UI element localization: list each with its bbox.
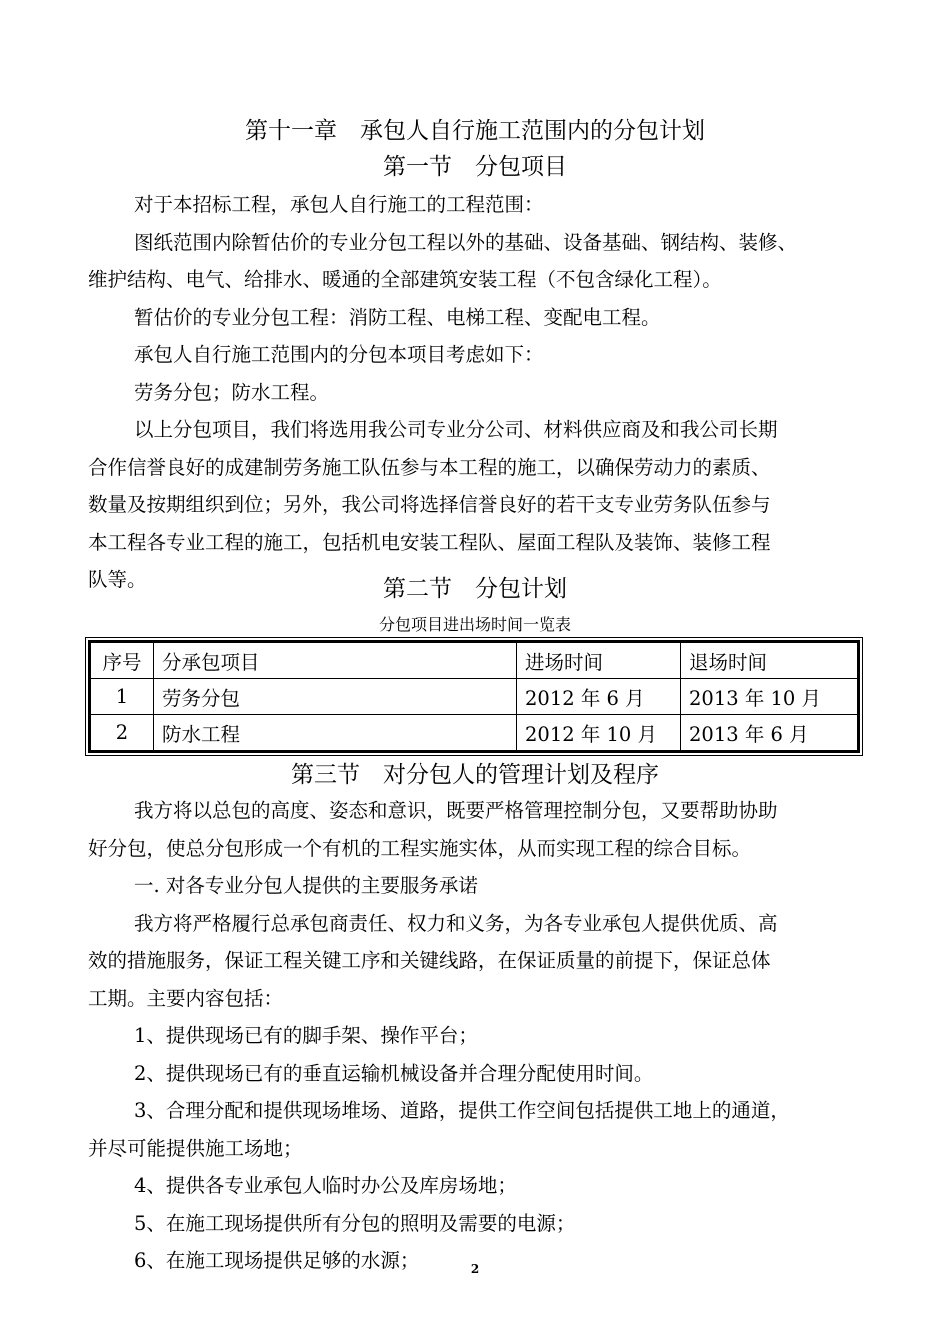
paragraph-line: 1、提供现场已有的脚手架、操作平台； xyxy=(134,1024,478,1047)
table-cell: 劳务分包 xyxy=(154,679,517,715)
header-cell: 进场时间 xyxy=(517,642,681,679)
table-cell: 防水工程 xyxy=(154,715,517,752)
paragraph-line: 暂估价的专业分包工程：消防工程、电梯工程、变配电工程。 xyxy=(134,305,661,329)
paragraph-line: 好分包，使总分包形成一个有机的工程实施实体，从而实现工程的综合目标。 xyxy=(88,836,752,860)
paragraph-line: 一. 对各专业分包人提供的主要服务承诺 xyxy=(134,874,478,897)
paragraph-line: 2、提供现场已有的垂直运输机械设备并合理分配使用时间。 xyxy=(134,1061,654,1085)
paragraph-line: 维护结构、电气、给排水、暖通的全部建筑安装工程（不包含绿化工程）。 xyxy=(88,268,722,291)
section-3-title: 第三节 对分包人的管理计划及程序 xyxy=(291,762,659,788)
table-cell: 1 xyxy=(90,679,154,715)
table-header-row xyxy=(90,642,859,679)
paragraph-line: 工期。主要内容包括： xyxy=(88,986,284,1010)
section-1-body xyxy=(88,186,868,599)
section-3-body xyxy=(88,792,868,1280)
paragraph-line: 图纸范围内除暂估价的专业分包工程以外的基础、设备基础、钢结构、装修、 xyxy=(134,230,798,254)
chapter-title: 第十一章 承包人自行施工范围内的分包计划 xyxy=(245,118,705,144)
table-cell: 2012 年 6 月 xyxy=(517,679,681,715)
table-row xyxy=(90,679,859,715)
paragraph-line: 本工程各专业工程的施工，包括机电安装工程队、屋面工程队及装饰、装修工程 xyxy=(88,530,771,554)
subcontract-schedule-table xyxy=(88,640,860,753)
paragraph-line: 5、在施工现场提供所有分包的照明及需要的电源； xyxy=(134,1211,576,1235)
header-cell: 序号 xyxy=(90,642,154,679)
paragraph-line: 以上分包项目，我们将选用我公司专业分公司、材料供应商及和我公司长期 xyxy=(134,418,778,441)
paragraph-line: 4、提供各专业承包人临时办公及库房场地； xyxy=(134,1174,517,1197)
page-number: 2 xyxy=(470,1262,480,1276)
paragraph-line: 数量及按期组织到位；另外，我公司将选择信誉良好的若干支专业劳务队伍参与 xyxy=(88,493,771,516)
table-cell: 2012 年 10 月 xyxy=(517,715,681,752)
section-2-title: 第二节 分包计划 xyxy=(383,576,567,602)
header-cell: 退场时间 xyxy=(681,642,859,679)
paragraph-line: 劳务分包；防水工程。 xyxy=(134,380,330,404)
paragraph-line: 我方将严格履行总承包商责任、权力和义务，为各专业承包人提供优质、高 xyxy=(134,911,778,935)
paragraph-line: 6、在施工现场提供足够的水源； xyxy=(134,1249,420,1272)
table-caption: 分包项目进出场时间一览表 xyxy=(378,615,571,634)
paragraph-line: 我方将以总包的高度、姿态和意识，既要严格管理控制分包，又要帮助协助 xyxy=(134,799,778,822)
header-cell: 分承包项目 xyxy=(154,642,517,679)
table-cell: 2013 年 10 月 xyxy=(681,679,859,715)
paragraph-line: 队等。 xyxy=(88,568,147,591)
table-row xyxy=(90,715,859,752)
section-1-title: 第一节 分包项目 xyxy=(383,154,567,180)
paragraph-line: 承包人自行施工范围内的分包本项目考虑如下： xyxy=(134,343,544,366)
paragraph-line: 效的措施服务，保证工程关键工序和关键线路，在保证质量的前提下，保证总体 xyxy=(88,949,771,972)
paragraph-line: 3、合理分配和提供现场堆场、道路，提供工作空间包括提供工地上的通道， xyxy=(134,1099,790,1122)
table-cell: 2 xyxy=(90,715,154,752)
paragraph-line: 对于本招标工程，承包人自行施工的工程范围： xyxy=(134,193,544,216)
table-cell: 2013 年 6 月 xyxy=(681,715,859,752)
paragraph-line: 合作信誉良好的成建制劳务施工队伍参与本工程的施工，以确保劳动力的素质、 xyxy=(88,455,771,479)
paragraph-line: 并尽可能提供施工场地； xyxy=(88,1136,303,1160)
